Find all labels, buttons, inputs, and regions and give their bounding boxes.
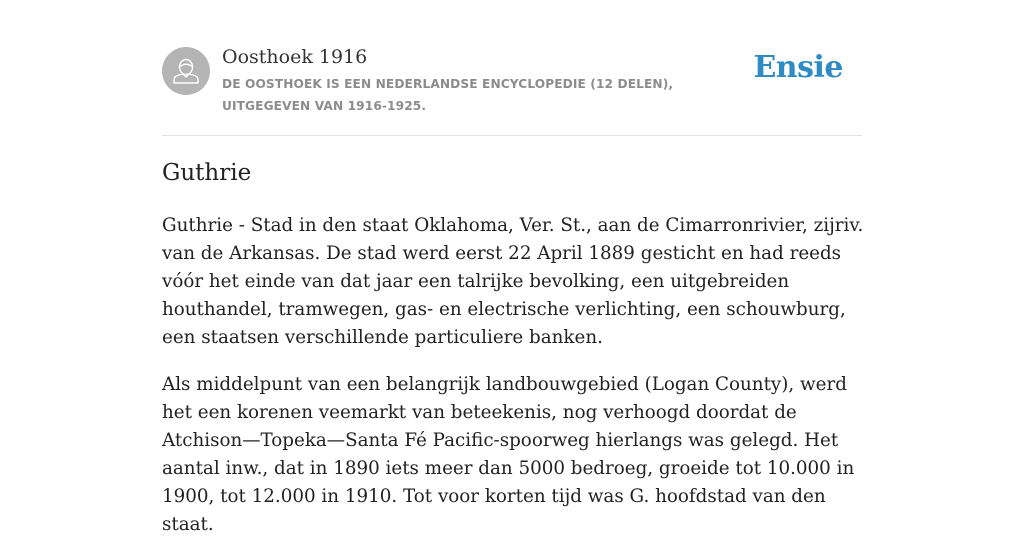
source-title[interactable]: Oosthoek 1916 [222, 46, 368, 68]
source-header [162, 44, 862, 124]
source-description: DE OOSTHOEK IS EEN NEDERLANDSE ENCYCLOPEDIE (12 DELEN), UITGEGEVEN VAN 1916-1925. [222, 77, 674, 113]
article-paragraph: Als middelpunt van een belangrijk landbouwgebied (Logan County), werd het een korenen veemarkt van beteekenis, nog verhoogd doordat de Atchison—Topeka—Santa Fé Pacific-spoorweg hierlangs was gelegd. Het aantal inw., dat in 1890 iets meer dan 5000 bedroeg, groeide tot 10.000 in 1900, tot 12.000 in 1910. Tot voor korten tijd was G. hoofdstad van den staat. [162, 374, 855, 535]
user-icon [162, 47, 210, 95]
article-paragraph: Guthrie - Stad in den staat Oklahoma, Ver. St., aan de Cimarronrivier, zijriv. van de Arkansas. De stad werd eerst 22 April 1889 gesticht en had reeds vóór het einde van dat jaar een talrijke bevolking, een uitgebreiden houthandel, tramwegen, gas- en electrische verlichting, een schouwburg, een staatsen verschillende particuliere banken. [162, 215, 864, 348]
ensie-logo[interactable]: Ensie [753, 50, 843, 85]
header-divider [162, 135, 862, 136]
article-body [162, 212, 870, 558]
article-title: Guthrie [162, 160, 252, 186]
source-avatar[interactable] [162, 47, 210, 95]
